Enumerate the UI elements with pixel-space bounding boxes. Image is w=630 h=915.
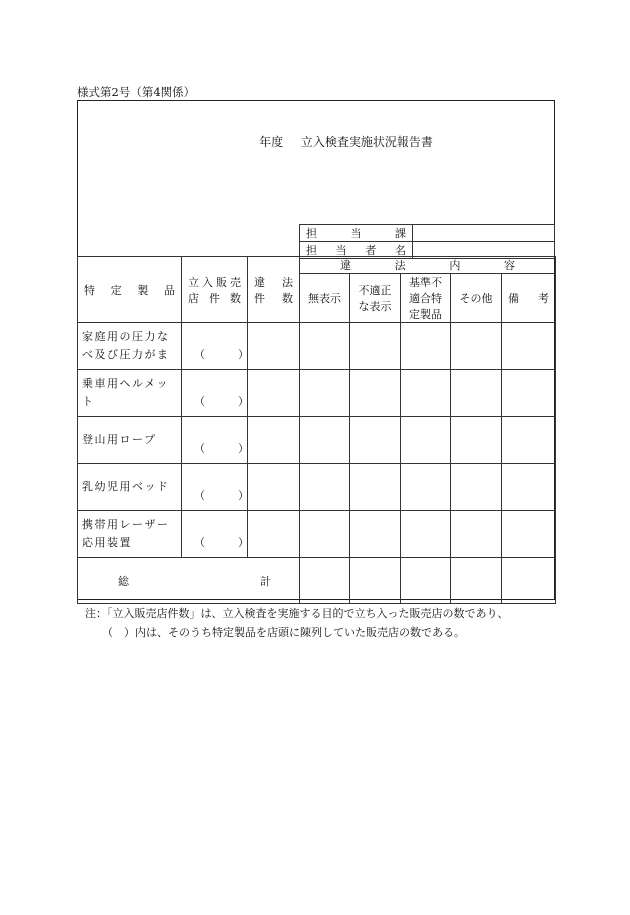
total-label: 総 計 (78, 558, 300, 604)
nonconform-field[interactable] (401, 323, 451, 370)
title-main: 立入検査実施状況報告書 (300, 135, 433, 149)
header-improper: 不適正 な表示 (350, 274, 401, 323)
violation-count-field[interactable] (248, 417, 300, 464)
report-title (0, 133, 630, 150)
violation-count-field[interactable] (248, 323, 300, 370)
total-improper-field[interactable] (350, 558, 401, 604)
staff-box (299, 224, 555, 259)
product-name: 乗車用ヘルメッ ト (78, 370, 182, 417)
violation-count-field[interactable] (248, 370, 300, 417)
remarks-field[interactable] (502, 323, 556, 370)
shops-count-field[interactable]: （ ） (182, 417, 248, 464)
header-no-display: 無表示 (300, 274, 350, 323)
form-number-label: 様式第2号（第4関係） (77, 85, 196, 99)
nonconform-field[interactable] (401, 464, 451, 511)
nonconform-field[interactable] (401, 511, 451, 558)
header-remarks: 備 考 (502, 274, 556, 323)
product-name: 家庭用の圧力な べ及び圧力がま (78, 323, 182, 370)
total-remarks-field[interactable] (502, 558, 556, 604)
shops-count-field[interactable]: （ ） (182, 370, 248, 417)
footnote-line-1: 注：「立入販売店件数」は、立入検査を実施する目的で立ち入った販売店の数であり、 (85, 607, 509, 620)
footnote (85, 604, 509, 642)
product-name: 携帯用レーザー 応用装置 (78, 511, 182, 558)
total-row (78, 558, 556, 604)
other-field[interactable] (451, 323, 502, 370)
violation-count-field[interactable] (248, 464, 300, 511)
other-field[interactable] (451, 511, 502, 558)
violation-count-field[interactable] (248, 511, 300, 558)
header-product: 特 定 製 品 (78, 257, 182, 323)
no-display-field[interactable] (300, 417, 350, 464)
remarks-field[interactable] (502, 464, 556, 511)
improper-field[interactable] (350, 417, 401, 464)
improper-field[interactable] (350, 323, 401, 370)
table-row (78, 370, 556, 417)
other-field[interactable] (451, 417, 502, 464)
improper-field[interactable] (350, 464, 401, 511)
no-display-field[interactable] (300, 370, 350, 417)
nonconform-field[interactable] (401, 417, 451, 464)
table-row (78, 511, 556, 558)
inspection-table (77, 256, 556, 604)
no-display-field[interactable] (300, 323, 350, 370)
remarks-field[interactable] (502, 511, 556, 558)
product-name: 登山用ロープ (78, 417, 182, 464)
shops-count-field[interactable]: （ ） (182, 323, 248, 370)
shops-count-field[interactable]: （ ） (182, 464, 248, 511)
total-no-display-field[interactable] (300, 558, 350, 604)
shops-count-field[interactable]: （ ） (182, 511, 248, 558)
header-violations: 違 法 件 数 (248, 257, 300, 323)
table-row (78, 323, 556, 370)
no-display-field[interactable] (300, 511, 350, 558)
total-other-field[interactable] (451, 558, 502, 604)
improper-field[interactable] (350, 511, 401, 558)
table-row (78, 417, 556, 464)
title-year: 年度 (259, 135, 284, 149)
section-value-field[interactable] (413, 225, 555, 242)
header-other: その他 (451, 274, 502, 323)
product-name: 乳幼児用ベッド (78, 464, 182, 511)
other-field[interactable] (451, 464, 502, 511)
no-display-field[interactable] (300, 464, 350, 511)
table-row (78, 464, 556, 511)
header-violation-content: 違 法 内 容 (300, 257, 556, 274)
section-label: 担 当 課 (300, 225, 413, 242)
improper-field[interactable] (350, 370, 401, 417)
nonconform-field[interactable] (401, 370, 451, 417)
total-nonconform-field[interactable] (401, 558, 451, 604)
footnote-line-2: （ ）内は、そのうち特定製品を店頭に陳列していた販売店の数である。 (102, 626, 465, 639)
person-label: 担 当 者 名 (300, 242, 413, 259)
header-nonconform: 基準不 適合特 定製品 (401, 274, 451, 323)
remarks-field[interactable] (502, 417, 556, 464)
other-field[interactable] (451, 370, 502, 417)
header-shops: 立入販売 店 件 数 (182, 257, 248, 323)
remarks-field[interactable] (502, 370, 556, 417)
